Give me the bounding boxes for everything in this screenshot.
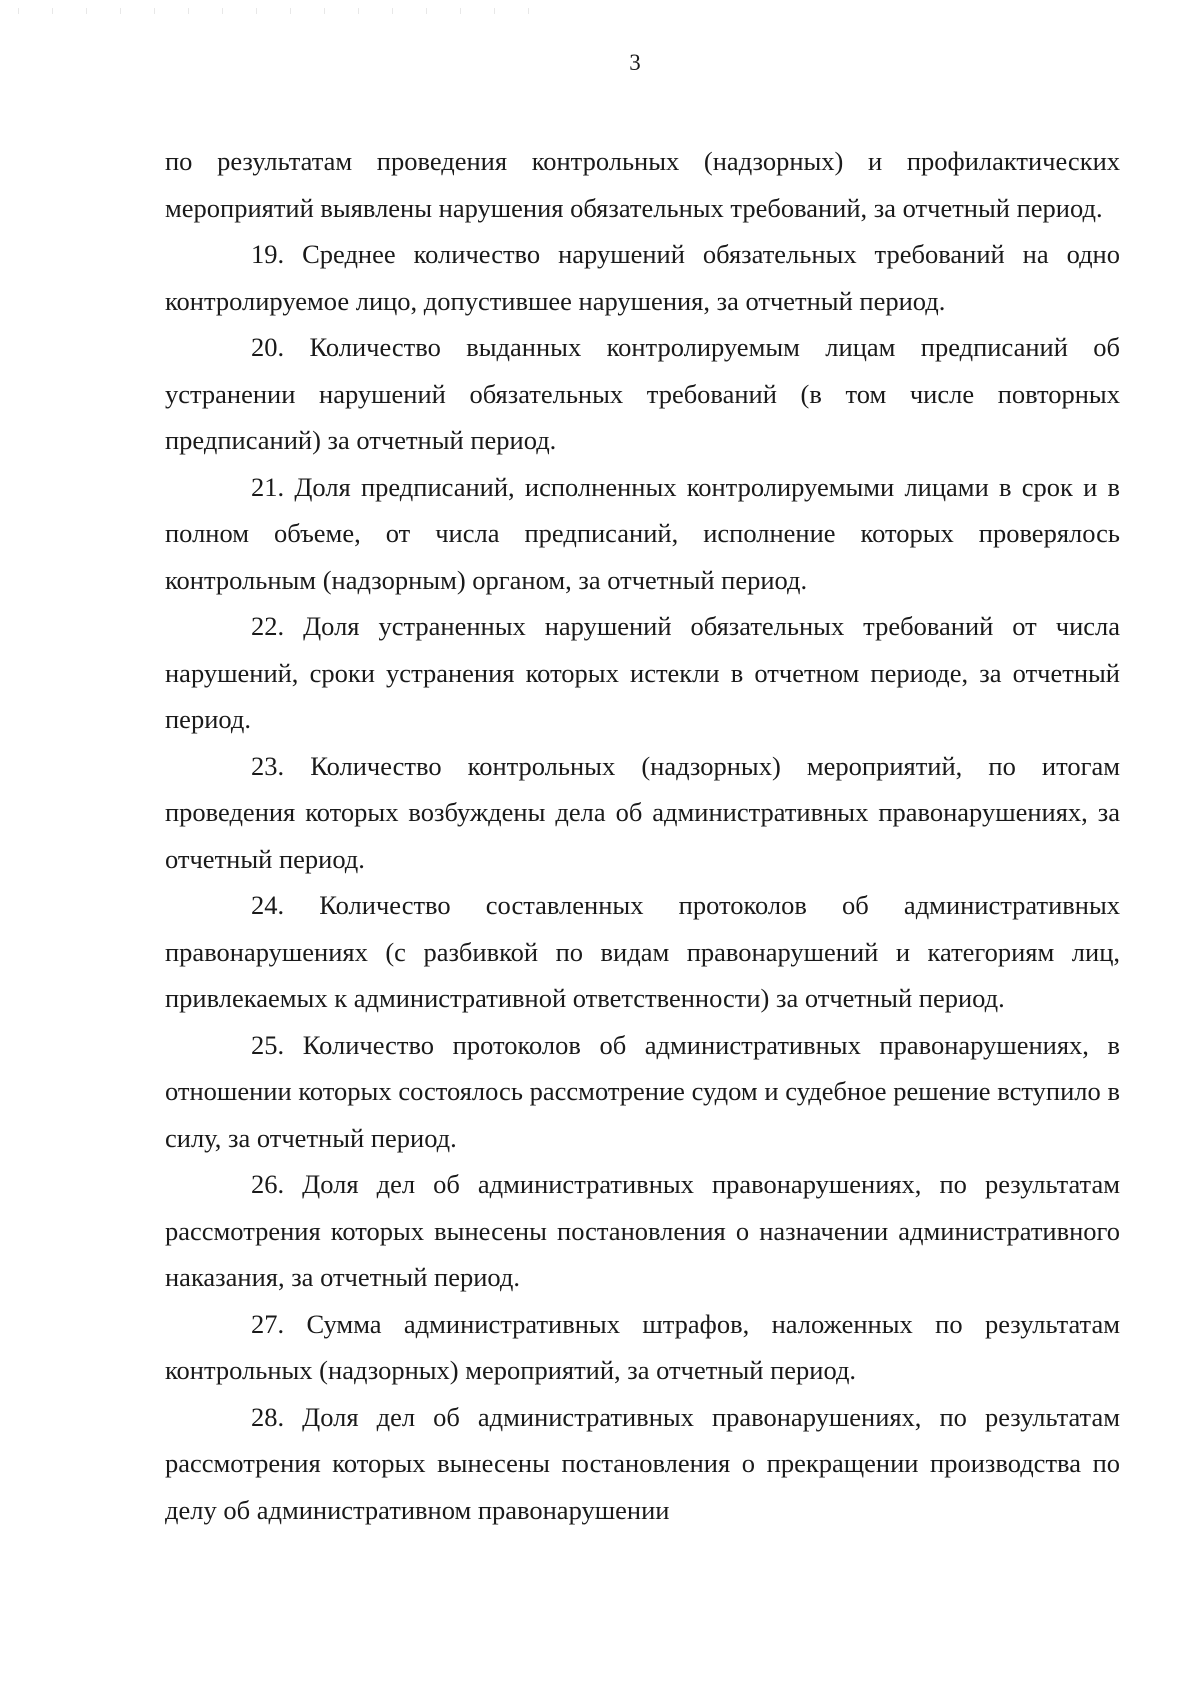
paragraph-25: 25. Количество протоколов об административных правонарушениях, в отношении которых состоялось рассмотрение судом и судебное решение вступило в силу, за отчетный период.	[165, 1029, 1120, 1153]
paragraph-20: 20. Количество выданных контролируемым лицам предписаний об устранении нарушений обязательных требований (в том числе повторных предписаний) за отчетный период.	[165, 332, 1120, 455]
paragraph-27: 27. Сумма административных штрафов, наложенных по результатам контрольных (надзорных) мероприятий, за отчетный период.	[165, 1308, 1120, 1385]
document-body	[165, 138, 1120, 1533]
paragraph-19: 19. Среднее количество нарушений обязательных требований на одно контролируемое лицо, допустившее нарушения, за отчетный период.	[165, 239, 1120, 316]
paragraph-23: 23. Количество контрольных (надзорных) мероприятий, по итогам проведения которых возбуждены дела об административных правонарушениях, за отчетный период.	[165, 750, 1120, 874]
paragraph-24: 24. Количество составленных протоколов об административных правонарушениях (с разбивкой по видам правонарушений и категориям лиц, привлекаемых к административной ответственности) за отчетный период.	[165, 890, 1120, 1013]
scan-artifact	[0, 8, 560, 14]
paragraph-continuation: по результатам проведения контрольных (надзорных) и профилактических мероприятий выявлены нарушения обязательных требований, за отчетный период.	[165, 146, 1120, 223]
paragraph-26: 26. Доля дел об административных правонарушениях, по результатам рассмотрения которых вынесены постановления о назначении административного наказания, за отчетный период.	[165, 1169, 1120, 1292]
page-number: 3	[629, 50, 641, 75]
paragraph-21: 21. Доля предписаний, исполненных контролируемыми лицами в срок и в полном объеме, от числа предписаний, исполнение которых проверялось контрольным (надзорным) органом, за отчетный период.	[165, 471, 1120, 595]
paragraph-22: 22. Доля устраненных нарушений обязательных требований от числа нарушений, сроки устранения которых истекли в отчетном периоде, за отчетный период.	[165, 611, 1120, 734]
paragraph-28: 28. Доля дел об административных правонарушениях, по результатам рассмотрения которых вынесены постановления о прекращении производства по делу об административном правонарушении	[165, 1401, 1120, 1525]
